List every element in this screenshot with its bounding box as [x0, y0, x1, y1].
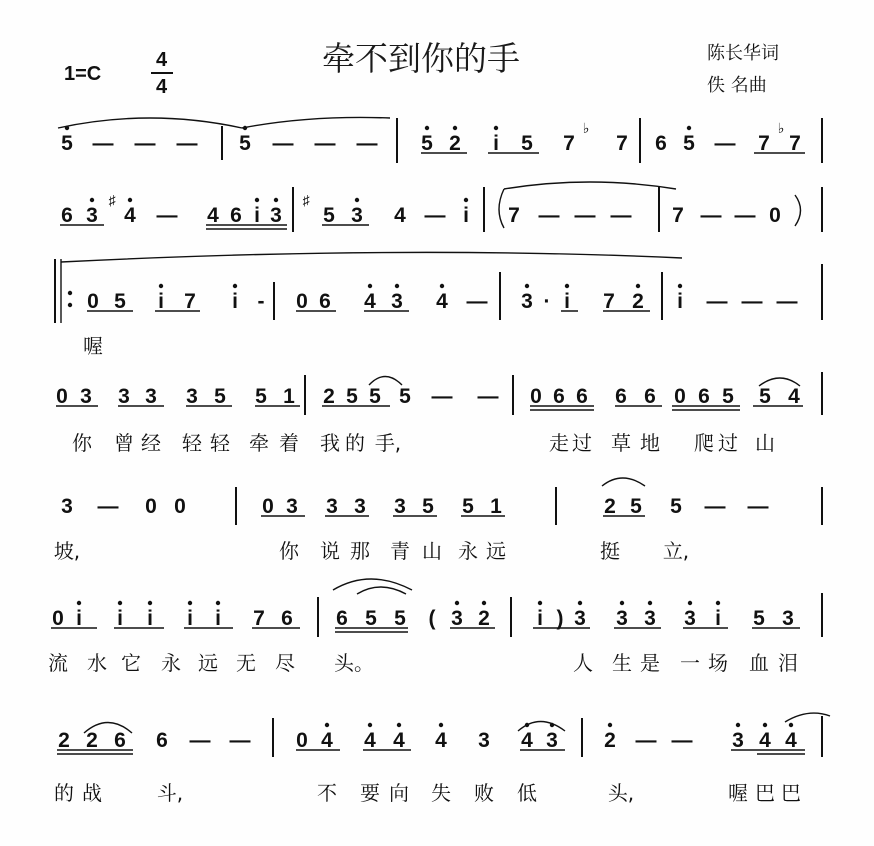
lyric-char: 不 — [317, 781, 337, 805]
lyric-char: 爬 — [694, 431, 714, 455]
note: — — [671, 729, 693, 752]
lyric-char: 轻 — [210, 431, 230, 455]
lyric-char: 败 — [474, 781, 494, 805]
note: · — [543, 290, 551, 313]
octave-dot — [90, 198, 94, 202]
lyric-char: 血 — [749, 651, 769, 675]
octave-dot — [440, 284, 444, 288]
accidental: ♯ — [302, 192, 310, 208]
lyric-char: 经 — [141, 431, 161, 455]
lyric-char: 喔 — [83, 334, 103, 358]
octave-dot — [368, 284, 372, 288]
note: 5 — [722, 385, 734, 408]
note: 3 — [118, 385, 130, 408]
note: 5 — [462, 495, 474, 518]
lyric-char: 巴 — [755, 781, 775, 805]
lyric-char: 的 — [54, 781, 74, 805]
note: — — [741, 290, 763, 313]
note: — — [356, 132, 378, 155]
note: 5 — [114, 290, 126, 313]
tie — [785, 713, 830, 722]
note: 3 — [391, 290, 403, 313]
note: i — [463, 204, 469, 227]
note: — — [466, 290, 488, 313]
octave-dot — [255, 198, 259, 202]
lyric-char: 手, — [374, 431, 402, 455]
lyric-char: 我 — [320, 431, 340, 455]
lyric-char: 过 — [718, 431, 738, 455]
note: 6 — [114, 729, 126, 752]
octave-dot — [455, 601, 459, 605]
note: — — [134, 132, 156, 155]
note: 5 — [399, 385, 411, 408]
octave-dot — [368, 723, 372, 727]
note: 3 — [61, 495, 73, 518]
lyric-char: 地 — [640, 431, 660, 455]
octave-dot — [578, 601, 582, 605]
note: — — [700, 204, 722, 227]
note: 7 — [253, 607, 265, 630]
lyric-char: 牵 — [249, 431, 269, 455]
note: 4 — [124, 204, 136, 227]
note: — — [314, 132, 336, 155]
octave-dot — [453, 126, 457, 130]
octave-dot — [439, 723, 443, 727]
note: — — [189, 729, 211, 752]
note: 7 — [616, 132, 628, 155]
note: 5 — [422, 495, 434, 518]
octave-dot — [159, 284, 163, 288]
repeat-dot — [68, 303, 72, 307]
octave-dot — [620, 601, 624, 605]
octave-dot — [118, 601, 122, 605]
note: 6 — [319, 290, 331, 313]
octave-dot — [648, 601, 652, 605]
note: 3 — [394, 495, 406, 518]
octave-dot — [525, 723, 529, 727]
octave-dot — [395, 284, 399, 288]
lyric-char: 远 — [486, 539, 506, 563]
note: i — [537, 607, 543, 630]
note: — — [635, 729, 657, 752]
octave-dot — [464, 198, 468, 202]
note: 3 — [286, 495, 298, 518]
note: 0 — [296, 729, 308, 752]
note: 5 — [394, 607, 406, 630]
lyric-char: 远 — [198, 651, 218, 675]
lyric-char: 挺 — [600, 539, 620, 563]
note: 6 — [553, 385, 565, 408]
note: i — [564, 290, 570, 313]
lyric-char: 草 — [611, 431, 631, 455]
octave-dot — [494, 126, 498, 130]
note: 0 — [56, 385, 68, 408]
tie — [504, 182, 676, 189]
accidental: ♭ — [777, 120, 785, 136]
tie — [602, 478, 645, 486]
lyric-char: 要 — [360, 781, 380, 805]
note: 3 — [732, 729, 744, 752]
octave-dot — [77, 601, 81, 605]
note: 2 — [604, 495, 616, 518]
note: 0 — [145, 495, 157, 518]
note: 1 — [283, 385, 295, 408]
note: 6 — [336, 607, 348, 630]
note: — — [610, 204, 632, 227]
lyric-char: 说 — [320, 539, 340, 563]
note: i — [715, 607, 721, 630]
note: 0 — [87, 290, 99, 313]
lyric-char: 向 — [389, 781, 409, 805]
time-signature-bottom: 4 — [156, 76, 168, 98]
lyric-char: 走 — [549, 431, 569, 455]
note: — — [704, 495, 726, 518]
note: i — [215, 607, 221, 630]
note: 0 — [530, 385, 542, 408]
note: 3 — [351, 204, 363, 227]
note: 3 — [270, 204, 282, 227]
note: 5 — [759, 385, 771, 408]
note: 5 — [346, 385, 358, 408]
note: 0 — [174, 495, 186, 518]
note: 7 — [758, 132, 770, 155]
note: — — [431, 385, 453, 408]
lyric-char: 人 — [573, 651, 593, 675]
lyric-char: 永 — [458, 539, 478, 563]
note: 5 — [61, 132, 73, 155]
note: 3 — [326, 495, 338, 518]
lyric-char: 无 — [236, 651, 256, 675]
song-title: 牵不到你的手 — [322, 39, 520, 78]
lyric-char: 流 — [48, 651, 68, 675]
note: ( — [428, 607, 436, 630]
note: 5 — [421, 132, 433, 155]
lyric-char: 生 — [612, 651, 632, 675]
note: — — [747, 495, 769, 518]
octave-dot — [763, 723, 767, 727]
note: 6 — [655, 132, 667, 155]
note: - — [257, 290, 265, 313]
lyric-char: 低 — [517, 781, 537, 805]
note: 5 — [365, 607, 377, 630]
lyric-char: 那 — [350, 539, 370, 563]
accidental: ♯ — [108, 192, 116, 208]
note: 4 — [788, 385, 800, 408]
note: 4 — [364, 290, 376, 313]
octave-dot — [482, 601, 486, 605]
note: 5 — [630, 495, 642, 518]
octave-dot — [355, 198, 359, 202]
lyric-char: 泪 — [778, 651, 798, 675]
lyric-char: 永 — [161, 651, 181, 675]
note: 4 — [394, 204, 406, 227]
note: ) — [556, 607, 564, 630]
note: 4 — [435, 729, 447, 752]
note: 7 — [789, 132, 801, 155]
lyric-char: 一 — [680, 651, 700, 675]
note: 5 — [670, 495, 682, 518]
time-signature-top: 4 — [156, 49, 168, 71]
tie — [242, 117, 390, 128]
note: 0 — [674, 385, 686, 408]
note: 4 — [759, 729, 771, 752]
note: 6 — [698, 385, 710, 408]
lyric-char: 坡, — [53, 539, 81, 563]
note: i — [232, 290, 238, 313]
lyric-char: 喔 — [728, 781, 748, 805]
note: 6 — [156, 729, 168, 752]
phrase-paren — [499, 189, 504, 228]
phrase-slur — [61, 252, 682, 262]
note: 3 — [478, 729, 490, 752]
octave-dot — [325, 723, 329, 727]
lyric-char: 场 — [708, 651, 728, 675]
lyric-char: 立, — [662, 539, 690, 563]
note: 3 — [186, 385, 198, 408]
note: 5 — [255, 385, 267, 408]
octave-dot — [550, 723, 554, 727]
note: 0 — [262, 495, 274, 518]
note: i — [117, 607, 123, 630]
note: 2 — [86, 729, 98, 752]
note: 2 — [604, 729, 616, 752]
note: 6 — [615, 385, 627, 408]
note: 3 — [354, 495, 366, 518]
lyric-char: 着 — [279, 431, 299, 455]
octave-dot — [397, 723, 401, 727]
note: 3 — [521, 290, 533, 313]
note: 3 — [86, 204, 98, 227]
note: 3 — [145, 385, 157, 408]
note: — — [574, 204, 596, 227]
lyric-char: 它 — [121, 651, 141, 675]
note: 6 — [576, 385, 588, 408]
note: 4 — [521, 729, 533, 752]
octave-dot — [789, 723, 793, 727]
note: — — [538, 204, 560, 227]
note: 7 — [563, 132, 575, 155]
octave-dot — [716, 601, 720, 605]
note: — — [734, 204, 756, 227]
note: i — [254, 204, 260, 227]
octave-dot — [216, 601, 220, 605]
note: 5 — [521, 132, 533, 155]
octave-dot — [565, 284, 569, 288]
key-signature: 1=C — [64, 63, 102, 85]
note: 0 — [296, 290, 308, 313]
octave-dot — [65, 126, 69, 130]
lyric-char: 尽 — [275, 651, 295, 675]
octave-dot — [736, 723, 740, 727]
note: — — [92, 132, 114, 155]
lyric-char: 曾 — [114, 431, 134, 455]
lyric-char: 头, — [607, 781, 635, 805]
note: 1 — [490, 495, 502, 518]
octave-dot — [636, 284, 640, 288]
lyric-char: 山 — [755, 431, 775, 455]
note: — — [176, 132, 198, 155]
lyric-char: 巴 — [781, 781, 801, 805]
note: — — [97, 495, 119, 518]
note: i — [158, 290, 164, 313]
notes-layer — [48, 120, 801, 805]
note: 2 — [632, 290, 644, 313]
lyric-char: 战 — [82, 781, 102, 805]
tie — [357, 587, 406, 594]
note: — — [706, 290, 728, 313]
note: i — [493, 132, 499, 155]
note: — — [229, 729, 251, 752]
note: 3 — [684, 607, 696, 630]
note: 0 — [52, 607, 64, 630]
note: 2 — [58, 729, 70, 752]
note: 2 — [478, 607, 490, 630]
note: 2 — [449, 132, 461, 155]
lyric-char: 你 — [72, 431, 92, 455]
lyric-char: 山 — [422, 539, 442, 563]
note: 5 — [214, 385, 226, 408]
octave-dot — [687, 126, 691, 130]
note: 7 — [508, 204, 520, 227]
note: 6 — [644, 385, 656, 408]
phrase-paren — [795, 195, 801, 226]
note: i — [677, 290, 683, 313]
note: 6 — [230, 204, 242, 227]
note: 5 — [683, 132, 695, 155]
note: 7 — [603, 290, 615, 313]
tie — [58, 118, 242, 128]
note: 7 — [184, 290, 196, 313]
lyric-char: 你 — [279, 539, 299, 563]
octave-dot — [274, 198, 278, 202]
note: i — [187, 607, 193, 630]
note: 4 — [436, 290, 448, 313]
note: — — [156, 204, 178, 227]
note: 4 — [364, 729, 376, 752]
note: 7 — [672, 204, 684, 227]
accidental: ♭ — [582, 120, 590, 136]
octave-dot — [128, 198, 132, 202]
octave-dot — [425, 126, 429, 130]
octave-dot — [538, 601, 542, 605]
lyric-char: 失 — [431, 781, 451, 805]
lyric-char: 是 — [640, 651, 660, 675]
note: i — [76, 607, 82, 630]
note: 2 — [323, 385, 335, 408]
lyric-char: 过 — [572, 431, 592, 455]
note: 5 — [239, 132, 251, 155]
tie — [369, 377, 402, 386]
note: — — [776, 290, 798, 313]
note: 5 — [753, 607, 765, 630]
lyric-char: 的 — [345, 431, 365, 455]
octave-dot — [188, 601, 192, 605]
note: 4 — [207, 204, 219, 227]
repeat-dot — [68, 291, 72, 295]
lyric-char: 轻 — [182, 431, 202, 455]
note: — — [477, 385, 499, 408]
note: — — [714, 132, 736, 155]
note: i — [147, 607, 153, 630]
note: 6 — [61, 204, 73, 227]
octave-dot — [688, 601, 692, 605]
lyric-char: 青 — [390, 539, 410, 563]
note: 6 — [281, 607, 293, 630]
lyric-char: 头。 — [334, 651, 374, 675]
octave-dot — [148, 601, 152, 605]
octave-dot — [233, 284, 237, 288]
note: 5 — [369, 385, 381, 408]
note: 3 — [644, 607, 656, 630]
note: 4 — [321, 729, 333, 752]
note: 3 — [782, 607, 794, 630]
note: — — [272, 132, 294, 155]
note: 3 — [616, 607, 628, 630]
lyric-char: 水 — [87, 651, 107, 675]
note: 3 — [574, 607, 586, 630]
octave-dot — [678, 284, 682, 288]
note: 5 — [323, 204, 335, 227]
composer-credit: 佚 名曲 — [707, 75, 767, 96]
note: 3 — [80, 385, 92, 408]
lyricist-credit: 陈长华词 — [707, 43, 779, 64]
note: 4 — [393, 729, 405, 752]
note: 3 — [546, 729, 558, 752]
octave-dot — [608, 723, 612, 727]
note: — — [424, 204, 446, 227]
note: 0 — [769, 204, 781, 227]
note: 4 — [785, 729, 797, 752]
note: 3 — [451, 607, 463, 630]
octave-dot — [243, 126, 247, 130]
lyric-char: 斗, — [156, 781, 184, 805]
octave-dot — [525, 284, 529, 288]
